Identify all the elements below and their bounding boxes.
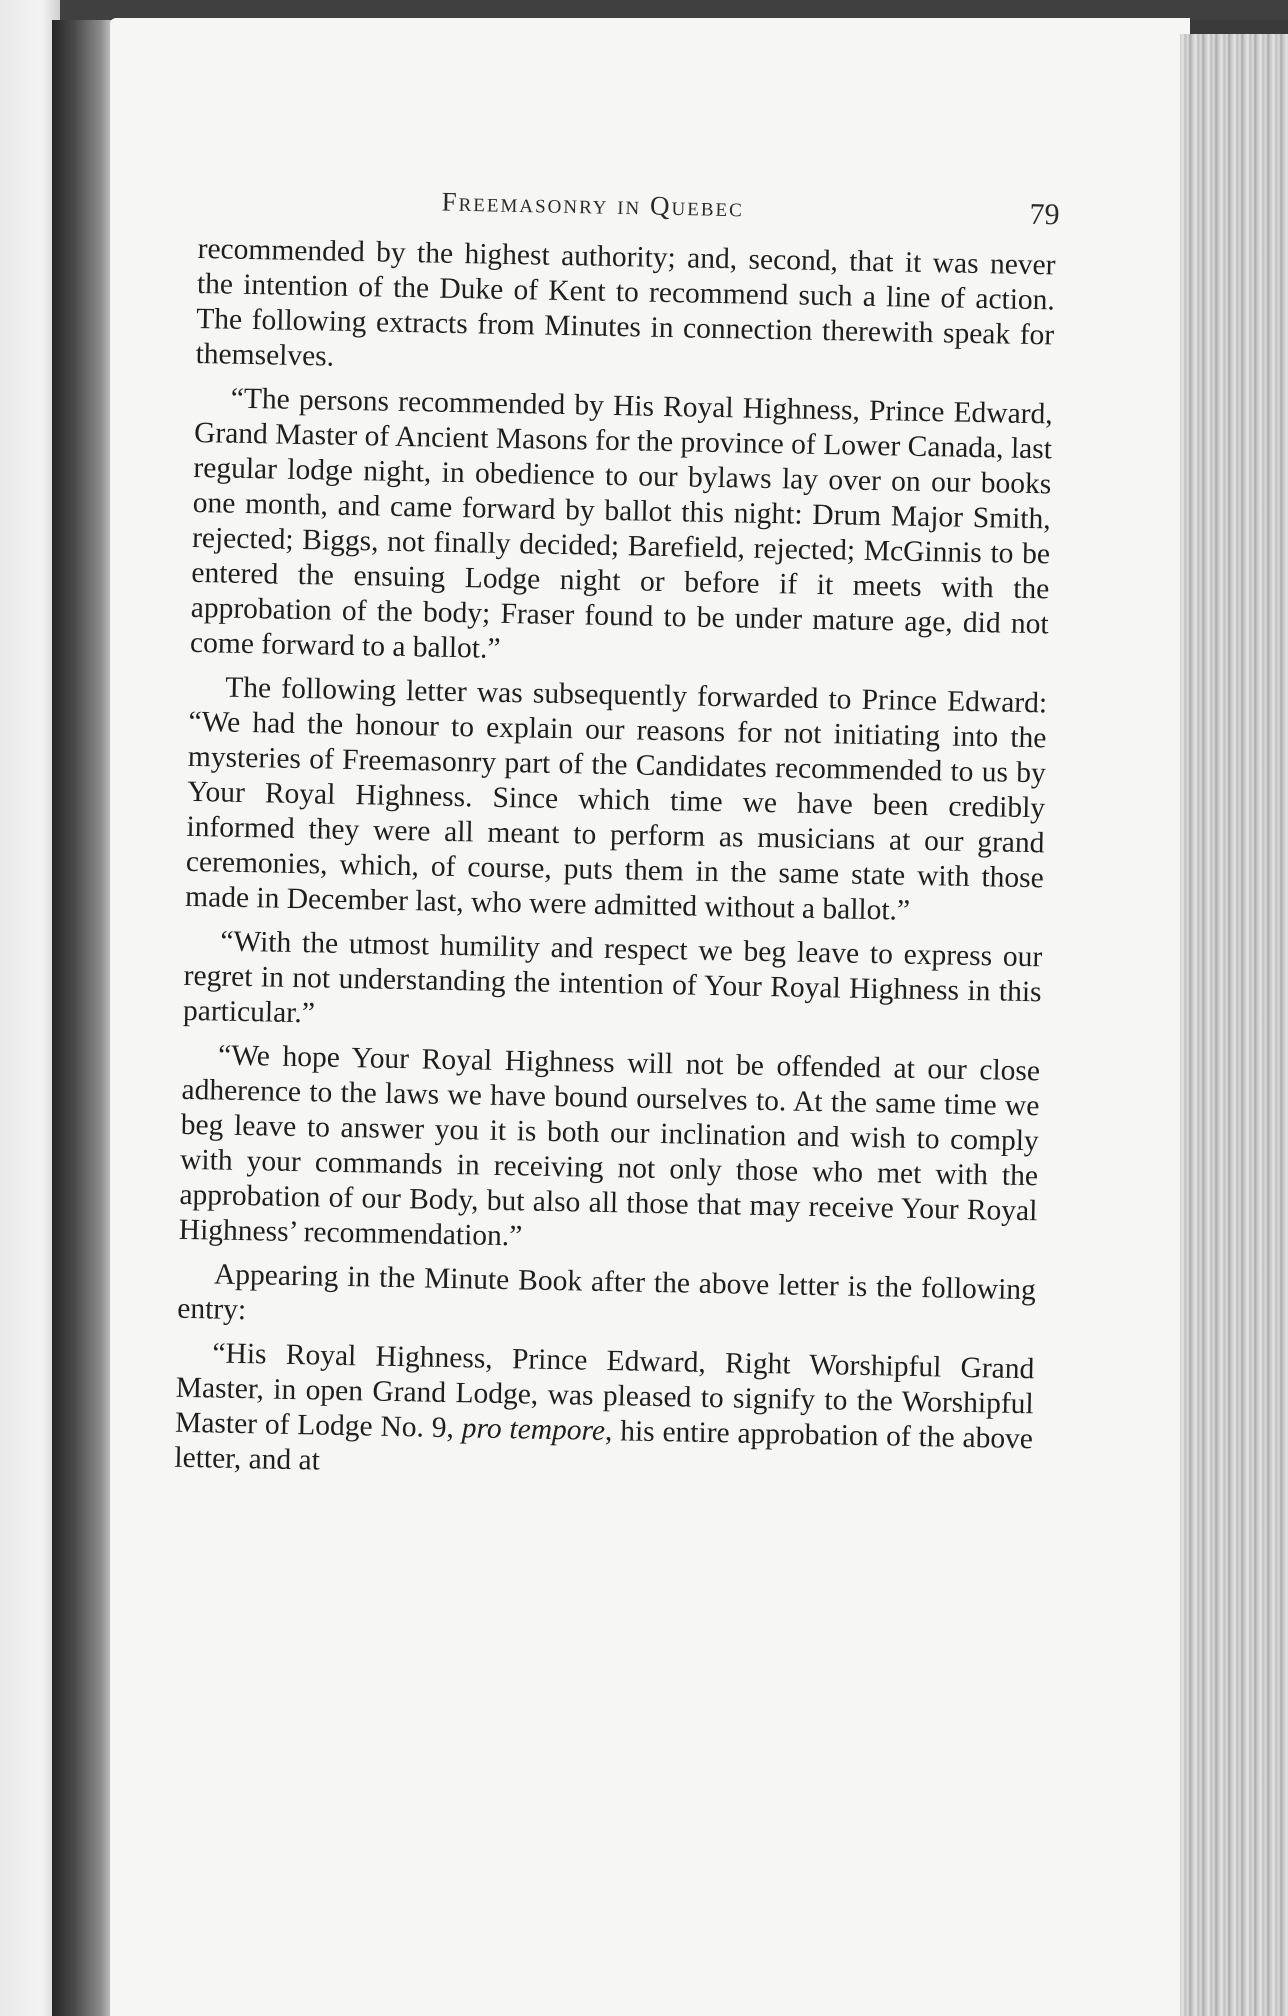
entry-italic-phrase: pro tempore	[461, 1412, 606, 1448]
facing-page-edge	[0, 0, 60, 2016]
page-number: 79	[1029, 197, 1060, 232]
paragraph-regret: “With the utmost humility and respect we beg leave to express our regret in not understanding the intention of Your Royal Highness in this particular.”	[182, 925, 1043, 1030]
page-edges	[1180, 34, 1288, 2016]
entry-text-end: , his entire approbation of the above letter, and at	[174, 1415, 1034, 1477]
body-text	[174, 232, 1056, 1501]
running-head-title: Freemasonry in Quebec	[441, 186, 745, 223]
paragraph-minute-book: Appearing in the Minute Book after the above letter is the following entry:	[177, 1258, 1037, 1327]
paragraph-letter: The following letter was subsequently forwarded to Prince Edward: “We had the honour to explain our reasons for not initiating into the mysteries of Freemasonry part of the Candidates recommended to us by Your Royal Highness. Since which time we have been credibly informed they were all meant to perform as musicians at our grand ceremonies, which, of course, puts them in the same state with those made in December last, who were admitted without a ballot.”	[184, 671, 1048, 927]
paragraph-entry	[174, 1336, 1035, 1492]
paragraph-hope: “We hope Your Royal Highness will not be offended at our close adherence to the laws we have bound ourselves to. At the same time we beg leave to answer you it is both our inclination and wish to comply with your commands in receiving not only those who met with the approbation of our Body, but also all those that may receive Your Royal Highness’ recommendation.”	[178, 1039, 1041, 1253]
book-gutter	[52, 20, 116, 2016]
paragraph-minutes-quote: “The persons recommended by His Royal Highness, Prince Edward, Grand Master of Ancient Masons for the province of Lower Canada, last regular lodge night, in obedience to our bylaws lay over on our books one month, and came forward by ballot this night: Drum Major Smith, rejected; Biggs, not finally decided; Barefield, rejected; McGinnis to be entered the ensuing Lodge night or before if it meets with the approbation of the body; Fraser found to be under mature age, did not come forward to a ballot.”	[189, 382, 1053, 665]
scan-top-border	[0, 0, 1288, 20]
paragraph-continuation: recommended by the highest authority; and, second, that it was never the intention of the Duke of Kent to recommend such a line of action. The following extracts from Minutes in connection therewith speak for themselves.	[195, 232, 1056, 373]
entry-text-start: “His Royal Highness, Prince Edward, Right Worshipful Grand Master, in open Grand Lodge, was pleased to signify to the Worshipful Master of Lodge No. 9,	[174, 1337, 1035, 1445]
